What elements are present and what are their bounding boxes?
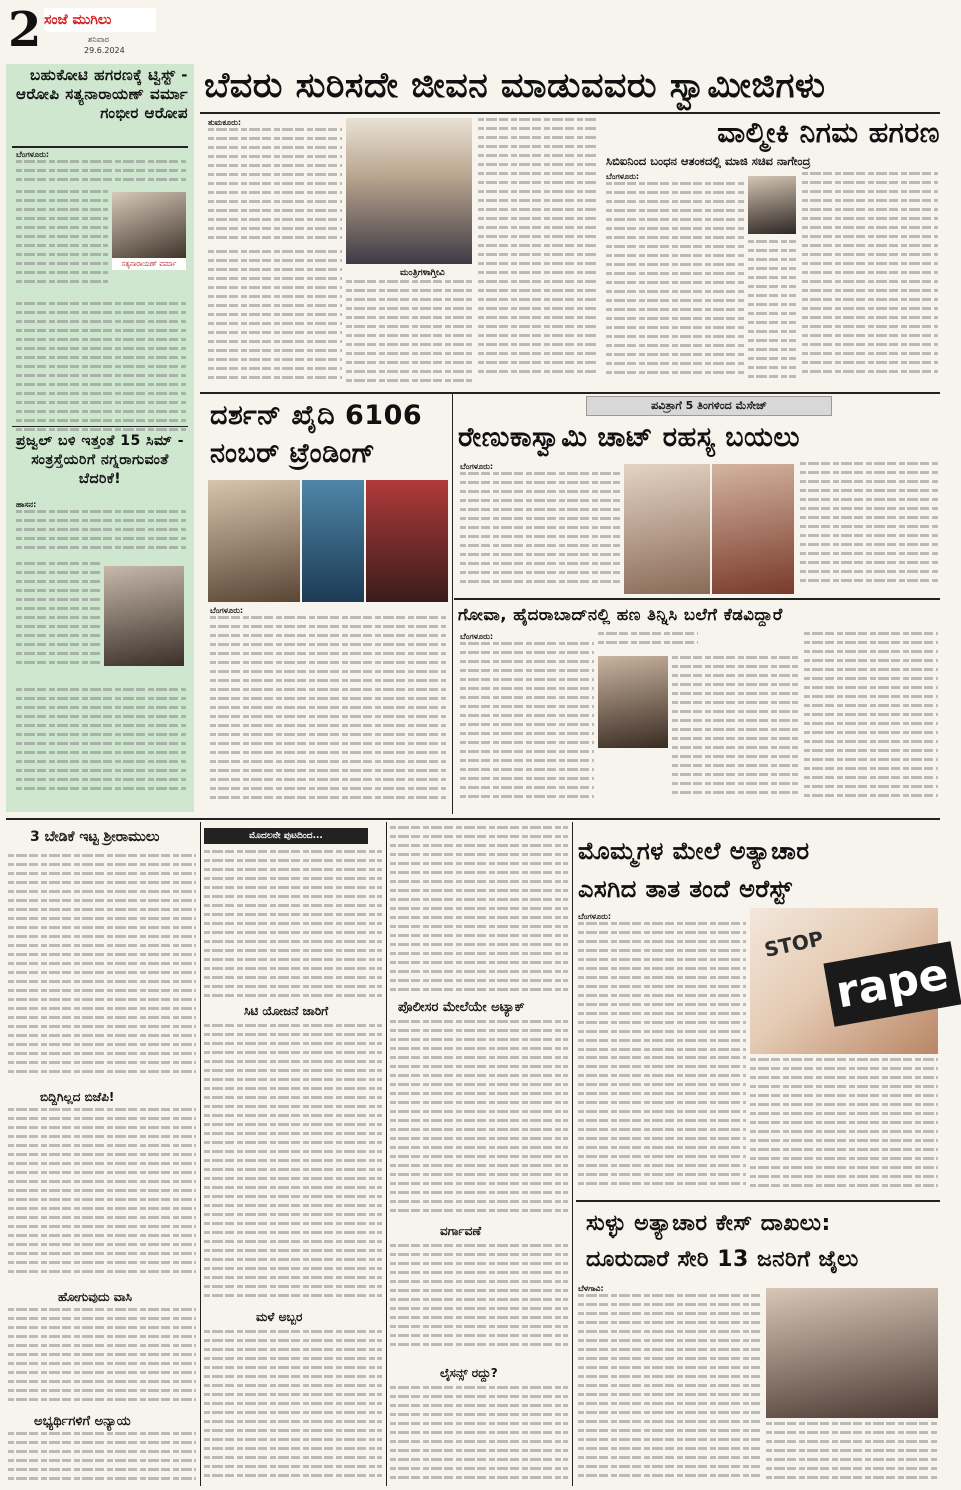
valmiki-headline: ವಾಲ್ಮೀಕಿ ನಿಗಮ ಹಗರಣ [717,116,940,149]
verma-caption: ಸತ್ಯನಾರಾಯಣ್ ವರ್ಮಾ [112,258,186,270]
middle-h1: ಸಿಟಿ ಯೋಜನೆ ಜಾರಿಗೆ [244,1004,329,1018]
case-body-col2 [766,1422,938,1484]
renuka-kicker [586,396,832,416]
case-headline-1: ಸುಳ್ಳು ಅತ್ಯಾಚಾರ ಕೇಸ್ ದಾಖಲು: [586,1211,831,1236]
middle-body3 [204,1330,382,1484]
rape-body-col1 [578,922,746,1052]
lead-dateline: ತುಮಕೂರು: [208,118,242,127]
page-number: 2 [8,2,42,58]
midright-h1: ಪೊಲೀಸರ ಮೇಲೆಯೇ ಅಟ್ಯಾಕ್ [398,1000,525,1015]
lead-body-col3 [478,118,598,388]
left-story2-body-bottom [16,688,186,808]
midright-h3: ಲೈಸನ್ಸ್ ರದ್ದು? [440,1366,498,1380]
rape-body-col1-lower [578,1056,746,1196]
left-story2-body-col [16,562,100,682]
bike-plate-photo [366,480,448,602]
poster-rape: rape [823,941,961,1026]
middle-body1 [204,850,382,1000]
logo-text: ಸಂಜೆ ಮುಗಿಲು [44,12,112,28]
darshan-body [210,616,446,812]
lead-body-col1-lower [208,250,342,388]
lower-left-body1 [8,854,196,1086]
darshan-headline-1: ದರ್ಶನ್ ಖೈದಿ 6106 [210,400,423,431]
renuka-body-col1 [460,472,620,594]
left-story1-dateline: ಬೆಂಗಳೂರು: [16,150,50,159]
column-divider-lower-1 [200,822,201,1486]
case-body-col1 [578,1294,760,1484]
goa-headline: ಗೋವಾ, ಹೈದರಾಬಾದ್‌ನಲ್ಲಿ ಹಣ ತಿನ್ನಿಸಿ ಬಲೆಗೆ ಕೆಡವಿದ್ದಾರೆ [458,605,783,624]
midright-body3 [390,1244,568,1354]
middle-h2: ಮಳೆ ಅಬ್ಬರ [256,1310,303,1324]
section-divider-case [576,1200,940,1202]
verma-photo [112,192,186,258]
midright-body2 [390,1020,568,1220]
left-story1-body-col [16,190,108,300]
stop-rape-poster [750,908,953,1054]
valmiki-body-col3 [802,172,938,388]
column-divider-lower-2 [386,822,387,1486]
midright-h2: ವರ್ಗಾವಣೆ [440,1224,482,1238]
section-divider-1 [200,392,940,394]
lower-left-h3: ಹೋಗುವುದು ವಾಸಿ [58,1290,133,1304]
goa-body-col3 [804,632,938,812]
lower-left-body3 [8,1308,196,1408]
nagendra-photo [748,176,796,234]
darshan-headline-2: ನಂಬರ್ ಟ್ರೆಂಡಿಂಗ್ [210,438,376,469]
complainant-photo [766,1288,938,1418]
left-divider-1 [12,146,188,148]
renuka-photo [712,464,794,594]
left-story2-dateline: ಹಾಸನ: [16,500,37,509]
valmiki-subhead: ಸಿಬಿಐನಿಂದ ಬಂಧನ ಆತಂಕದಲ್ಲಿ ಮಾಜಿ ಸಚಿವ ನಾಗೇಂದ್ರ [606,154,811,168]
lead-headline: ಬೆವರು ಸುರಿಸದೇ ಜೀವನ ಮಾಡುವವರು ಸ್ವಾಮೀಜಿಗಳು [204,66,826,106]
masthead [6,4,186,60]
section-divider-goa [454,598,940,600]
case-dateline: ಬೆಳಗಾವಿ: [578,1284,604,1293]
left-story2-headline: ಪ್ರಜ್ವಲ್ ಬಳಿ ಇತ್ತಂತೆ 15 ಸಿಮ್ - ಸಂತ್ರಸ್ತೆಯರಿಗೆ ನಗ್ನರಾಗುವಂತೆ ಬೆದರಿಕೆ! [15,433,185,487]
renuka-headline: ರೇಣುಕಾಸ್ವಾಮಿ ಚಾಟ್ ರಹಸ್ಯ ಬಯಲು [458,422,801,453]
pavithra-photo [624,464,710,594]
lead-body-col2-lower [346,280,472,388]
midright-body4 [390,1386,568,1484]
darshan-photo [208,480,300,602]
lead-subhead: ಮಂತ್ರಿಗಳಾಗ್ತೀವಿ [400,268,445,278]
lower-left-h1: 3 ಬೇಡಿಕೆ ಇಟ್ಟ ಶ್ರೀರಾಮುಲು [30,829,160,845]
masthead-day: ಶನಿವಾರ [88,35,110,44]
lead-photo [346,118,472,264]
darshan-dateline: ಬೆಂಗಳೂರು: [210,606,244,615]
rape-headline-2: ಎಸಗಿದ ತಾತ ತಂದೆ ಅರೆಸ್ಟ್ [578,875,793,903]
lower-left-h4: ಅಭ್ಯರ್ಥಿಗಳಿಗೆ ಅನ್ಯಾಯ [34,1414,131,1429]
left-story1-body-top [16,160,186,190]
masthead-date: 29.6.2024 [84,46,125,55]
left-story1-body-bottom [16,302,186,442]
column-divider-darshan [452,394,453,814]
renuka-body-col3 [800,462,938,594]
left-story2-body-top [16,510,186,560]
rape-headline-1: ಮೊಮ್ಮಗಳ ಮೇಲೆ ಅತ್ಯಾಚಾರ [578,837,810,865]
valmiki-body-col1 [606,182,744,388]
midright-body1 [390,826,568,996]
goa-body-col2b [672,656,798,812]
goa-body-col2 [598,632,698,656]
minister-photo [598,656,668,748]
goa-dateline: ಬೆಂಗಳೂರು: [460,632,494,641]
continued-text: ಮೊದಲನೇ ಪುಟದಿಂದ... [249,831,323,841]
rape-body-col2 [750,1058,938,1196]
left-divider-2 [12,426,188,427]
lower-left-h2: ಬಿದ್ದಿಗಿಲ್ಲದ ಬಿಜೆಪಿ! [40,1090,115,1104]
middle-body2 [204,1024,382,1304]
valmiki-body-col2 [748,240,796,388]
goa-body-col1 [460,642,594,812]
section-divider-2 [6,818,940,820]
valmiki-dateline: ಬೆಂಗಳೂರು: [606,172,640,181]
prajwal-photo [104,566,184,666]
column-divider-lower-3 [572,822,573,1486]
lower-left-body2 [8,1108,196,1284]
rape-dateline: ಬೆಂಗಳೂರು: [578,912,612,921]
masthead-logo [44,8,156,32]
lead-body-col1 [208,128,342,248]
lower-left-body4 [8,1432,196,1484]
renuka-dateline: ಬೆಂಗಳೂರು: [460,462,494,471]
continued-banner [204,828,368,844]
poster-stop: STOP [762,926,826,962]
sticker-photo [302,480,364,602]
left-story1-headline: ಬಹುಕೋಟಿ ಹಗರಣಕ್ಕೆ ಟ್ವಿಸ್ಟ್ - ಆರೋಪಿ ಸತ್ಯನಾರಾಯಣ್ ವರ್ಮಾ ಗಂಭೀರ ಆರೋಪ [16,66,188,122]
renuka-kicker-text: ಪವಿತ್ರಾಗೆ 5 ತಿಂಗಳಿಂದ ಮೆಸೇಜ್ [651,399,767,412]
case-headline-2: ದೂರುದಾರೆ ಸೇರಿ 13 ಜನರಿಗೆ ಜೈಲು [586,1247,859,1272]
